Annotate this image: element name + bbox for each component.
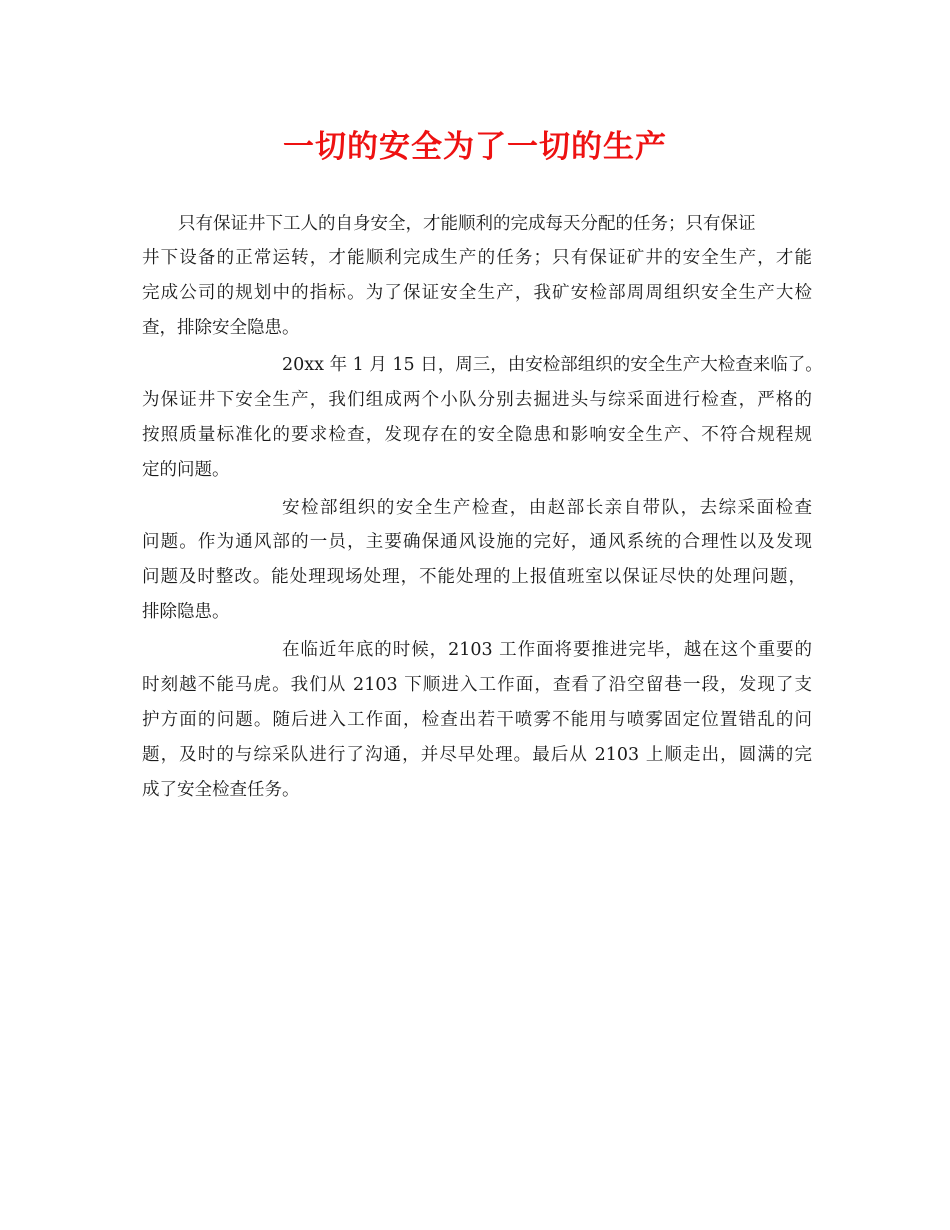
paragraph-1-line-2: 井下设备的正常运转，才能顺利完成生产的任务；只有保证矿井的安全生产，才能: [142, 248, 812, 268]
paragraph-3-line-1: 安检部组织的安全生产检查，由赵部长亲自带队，去综采面检查: [282, 498, 812, 518]
paragraph-4-line-5: 成了安全检查任务。: [142, 780, 300, 800]
paragraph-4-line-4: 题，及时的与综采队进行了沟通，并尽早处理。最后从 2103 上顺走出，圆满的完: [142, 745, 812, 765]
document-title: 一切的安全为了一切的生产: [283, 129, 667, 165]
paragraph-3-line-4: 排除隐患。: [142, 602, 230, 622]
paragraph-3-line-3: 问题及时整改。能处理现场处理，不能处理的上报值班室以保证尽快的处理问题，: [142, 567, 806, 587]
paragraph-4-line-1: 在临近年底的时候，2103 工作面将要推进完毕，越在这个重要的: [282, 640, 812, 660]
paragraph-2-line-2: 为保证井下安全生产，我们组成两个小队分别去掘进头与综采面进行检查，严格的: [142, 390, 812, 410]
paragraph-2-line-1: 20xx 年 1 月 15 日，周三，由安检部组织的安全生产大检查来临了。: [282, 355, 823, 375]
paragraph-2-line-3: 按照质量标准化的要求检查，发现存在的安全隐患和影响安全生产、不符合规程规: [142, 425, 812, 445]
paragraph-1-line-4: 查，排除安全隐患。: [142, 318, 300, 338]
paragraph-4-line-3: 护方面的问题。随后进入工作面，检查出若干喷雾不能用与喷雾固定位置错乱的问: [142, 710, 812, 730]
paragraph-2-line-4: 定的问题。: [142, 460, 230, 480]
paragraph-3-line-2: 问题。作为通风部的一员，主要确保通风设施的完好，通风系统的合理性以及发现: [142, 532, 812, 552]
paragraph-1-line-1: 只有保证井下工人的自身安全，才能顺利的完成每天分配的任务；只有保证: [178, 214, 756, 234]
paragraph-4-line-2: 时刻越不能马虎。我们从 2103 下顺进入工作面，查看了沿空留巷一段，发现了支: [142, 675, 812, 695]
paragraph-1-line-3: 完成公司的规划中的指标。为了保证安全生产，我矿安检部周周组织安全生产大检: [142, 283, 812, 303]
